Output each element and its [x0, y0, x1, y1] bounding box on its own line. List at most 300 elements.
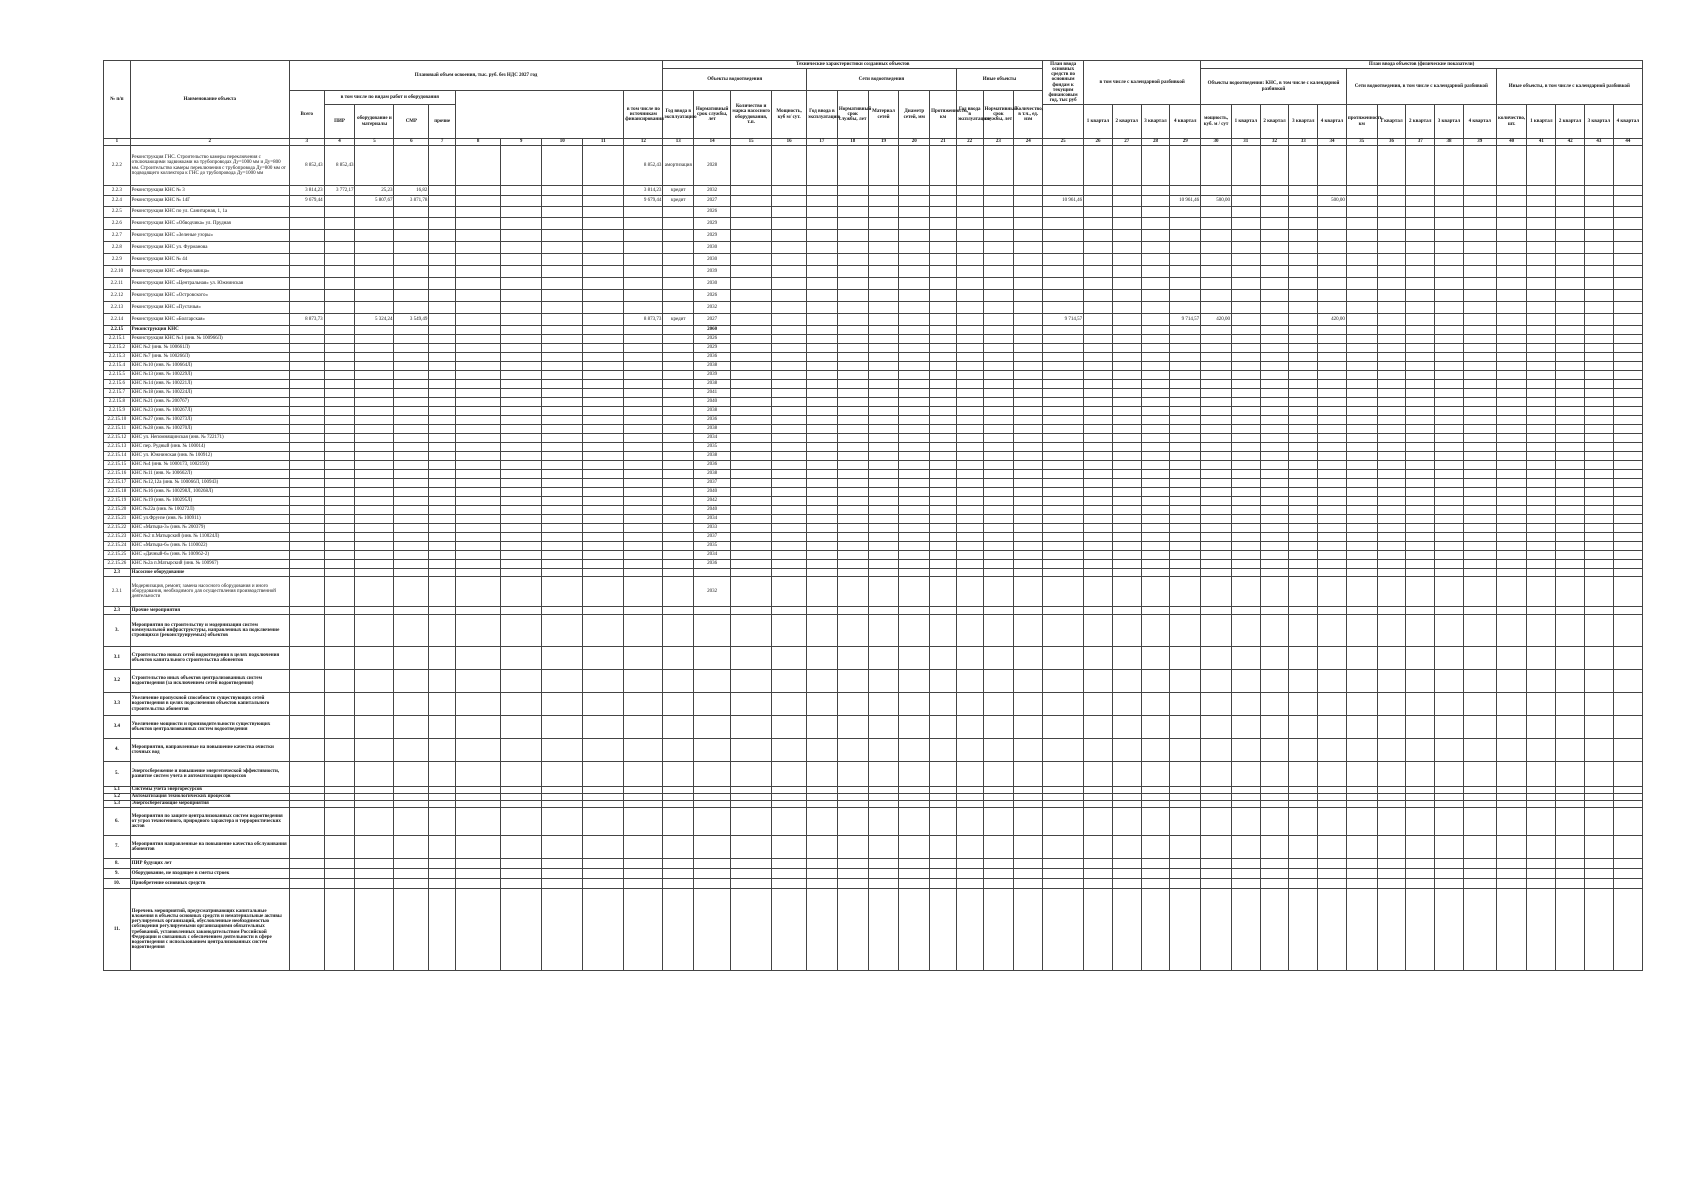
header-diameter: Диаметр сетей, мм — [899, 91, 930, 139]
table-cell — [1141, 836, 1170, 859]
cell-cap4 — [1318, 670, 1347, 693]
cell-q4 — [624, 407, 663, 416]
table-cell — [1289, 560, 1318, 569]
table-cell — [1141, 398, 1170, 407]
table-cell — [1406, 542, 1435, 551]
table-cell — [1435, 607, 1464, 615]
column-index: 5 — [355, 139, 394, 146]
table-cell — [1014, 380, 1043, 389]
table-cell — [868, 362, 899, 371]
table-cell — [1014, 353, 1043, 362]
table-cell — [1527, 425, 1556, 434]
cell-n: 3.2 — [104, 670, 131, 693]
cell-eq — [355, 470, 394, 479]
table-cell — [772, 230, 807, 242]
table-cell — [1496, 146, 1527, 186]
cell-smr — [394, 859, 429, 869]
table-cell — [807, 290, 838, 302]
table-cell — [868, 242, 899, 254]
table-cell — [1556, 380, 1585, 389]
table-cell — [1377, 196, 1406, 207]
table-cell — [731, 398, 772, 407]
table-cell — [1014, 879, 1043, 889]
table-cell — [1435, 859, 1464, 869]
table-cell — [583, 607, 624, 615]
table-cell — [501, 254, 542, 266]
table-cell — [772, 416, 807, 425]
cell-name: Насосное оборудование — [130, 569, 289, 577]
table-cell — [1289, 470, 1318, 479]
column-index: 33 — [1289, 139, 1318, 146]
cell-fa4 — [1170, 808, 1201, 836]
cell-cap — [1201, 389, 1232, 398]
table-cell — [807, 569, 838, 577]
table-cell — [807, 186, 838, 196]
table-cell — [899, 218, 930, 230]
table-cell — [1346, 335, 1377, 344]
cell-total — [289, 716, 324, 739]
table-cell — [868, 452, 899, 461]
table-cell — [1613, 693, 1642, 716]
table-cell — [1406, 425, 1435, 434]
table-cell — [956, 218, 983, 230]
table-cell — [1527, 497, 1556, 506]
table-cell — [1377, 497, 1406, 506]
table-cell — [930, 542, 957, 551]
table-cell — [956, 362, 983, 371]
table-cell — [583, 869, 624, 879]
table-cell — [542, 416, 583, 425]
table-cell — [501, 266, 542, 278]
table-cell — [1496, 380, 1527, 389]
table-cell — [807, 230, 838, 242]
cell-total — [289, 693, 324, 716]
table-cell — [1289, 186, 1318, 196]
cell-fa — [1043, 278, 1084, 290]
cell-smr — [394, 551, 429, 560]
table-cell — [1584, 836, 1613, 859]
table-row — [104, 787, 1643, 794]
table-cell — [456, 542, 501, 551]
header-kns-q2: 2 квартал — [1260, 105, 1289, 139]
table-cell — [807, 762, 838, 787]
cell-q4 — [624, 524, 663, 533]
table-cell — [1260, 879, 1289, 889]
cell-fa4 — [1170, 389, 1201, 398]
table-cell — [1260, 290, 1289, 302]
table-cell — [1406, 362, 1435, 371]
cell-pir — [324, 335, 355, 344]
table-cell — [1141, 647, 1170, 670]
column-index: 10 — [542, 139, 583, 146]
table-cell — [1613, 353, 1642, 362]
table-cell — [837, 670, 868, 693]
cell-year: 2032 — [694, 186, 731, 196]
table-cell — [1435, 425, 1464, 434]
table-cell — [1112, 326, 1141, 335]
table-cell — [1014, 407, 1043, 416]
cell-smr — [394, 524, 429, 533]
cell-smr — [394, 577, 429, 607]
cell-cap — [1201, 542, 1232, 551]
table-cell — [583, 524, 624, 533]
table-cell — [1260, 670, 1289, 693]
cell-name: КНС №22а (инв. № 100272Л) — [130, 506, 289, 515]
table-cell — [1556, 808, 1585, 836]
cell-total — [289, 389, 324, 398]
table-cell — [956, 533, 983, 542]
cell-q4 — [624, 470, 663, 479]
table-cell — [1613, 488, 1642, 497]
cell-n: 5.1 — [104, 787, 131, 794]
cell-total — [289, 380, 324, 389]
table-cell — [542, 407, 583, 416]
cell-smr — [394, 716, 429, 739]
cell-name: Реконструкция ГНС. Строительство камеры переключения с отключающими задвижками на трубопроводах Ду=1000 мм и Ду=800 мм. Строительство камеры переключения с трубопровода Ду=800 мм от подводящего коллектора к ГНС до трубопровода Ду=1000 мм — [130, 146, 289, 186]
cell-year: 2032 — [694, 577, 731, 607]
table-cell — [1556, 434, 1585, 443]
table-cell — [837, 693, 868, 716]
table-cell — [1527, 443, 1556, 452]
cell-cap4 — [1318, 497, 1347, 506]
table-cell — [1014, 497, 1043, 506]
table-cell — [1346, 551, 1377, 560]
table-cell — [983, 497, 1014, 506]
table-cell — [1435, 497, 1464, 506]
table-cell — [1435, 515, 1464, 524]
table-cell — [837, 425, 868, 434]
cell-q4 — [624, 452, 663, 461]
cell-year — [694, 716, 731, 739]
cell-name: Реконструкция КНС «Обводчика» ул. Прудная — [130, 218, 289, 230]
table-cell — [899, 242, 930, 254]
table-cell — [456, 344, 501, 353]
table-cell — [1463, 353, 1496, 362]
table-cell — [1463, 506, 1496, 515]
table-cell — [837, 889, 868, 971]
table-cell — [1231, 398, 1260, 407]
cell-eq — [355, 560, 394, 569]
cell-src — [663, 302, 694, 314]
table-cell — [1613, 207, 1642, 218]
cell-cap4 — [1318, 808, 1347, 836]
table-cell — [1141, 670, 1170, 693]
table-cell — [1556, 335, 1585, 344]
table-cell — [1463, 416, 1496, 425]
header-fa-q2: 2 квартал — [1112, 105, 1141, 139]
table-cell — [542, 470, 583, 479]
table-cell — [930, 207, 957, 218]
table-cell — [1435, 380, 1464, 389]
table-cell — [930, 801, 957, 808]
table-row — [104, 693, 1643, 716]
cell-cap4 — [1318, 647, 1347, 670]
header-name: Наименование объекта — [130, 61, 289, 139]
cell-cap4 — [1318, 371, 1347, 380]
table-cell — [1084, 380, 1113, 389]
table-cell — [429, 452, 456, 461]
table-cell — [772, 794, 807, 801]
cell-fa4 — [1170, 542, 1201, 551]
table-cell — [1014, 488, 1043, 497]
cell-cap4 — [1318, 207, 1347, 218]
cell-n: 2.2.14 — [104, 314, 131, 326]
table-cell — [837, 416, 868, 425]
table-cell — [1613, 362, 1642, 371]
table-row — [104, 869, 1643, 879]
table-cell — [1260, 801, 1289, 808]
table-cell — [930, 335, 957, 344]
table-cell — [456, 278, 501, 290]
table-cell — [1406, 278, 1435, 290]
table-cell — [1014, 254, 1043, 266]
table-cell — [1346, 389, 1377, 398]
table-cell — [807, 479, 838, 488]
cell-year: 2034 — [694, 515, 731, 524]
table-cell — [807, 314, 838, 326]
table-cell — [1346, 836, 1377, 859]
cell-year: 2038 — [694, 470, 731, 479]
table-cell — [542, 371, 583, 380]
table-cell — [1613, 416, 1642, 425]
cell-pir — [324, 207, 355, 218]
table-cell — [983, 254, 1014, 266]
table-cell — [772, 207, 807, 218]
table-cell — [1346, 869, 1377, 879]
table-cell — [807, 739, 838, 762]
table-cell — [1435, 407, 1464, 416]
table-cell — [1463, 836, 1496, 859]
table-cell — [501, 693, 542, 716]
cell-n: 2.2.3 — [104, 186, 131, 196]
table-cell — [1014, 186, 1043, 196]
table-cell — [1584, 869, 1613, 879]
table-cell — [1496, 443, 1527, 452]
table-cell — [583, 416, 624, 425]
table-cell — [1289, 647, 1318, 670]
cell-fa — [1043, 344, 1084, 353]
table-cell — [837, 434, 868, 443]
table-row — [104, 569, 1643, 577]
table-cell — [731, 879, 772, 889]
table-cell — [456, 242, 501, 254]
table-cell — [1556, 470, 1585, 479]
cell-total — [289, 506, 324, 515]
cell-pir — [324, 716, 355, 739]
cell-src — [663, 479, 694, 488]
table-cell — [542, 452, 583, 461]
table-cell — [807, 461, 838, 470]
table-cell — [1527, 278, 1556, 290]
table-cell — [1584, 524, 1613, 533]
table-cell — [807, 218, 838, 230]
cell-n: 2.2.15.19 — [104, 497, 131, 506]
cell-src — [663, 859, 694, 869]
table-cell — [868, 314, 899, 326]
cell-cap — [1201, 434, 1232, 443]
table-cell — [1231, 230, 1260, 242]
table-cell — [1346, 859, 1377, 869]
table-cell — [956, 278, 983, 290]
cell-fa4 — [1170, 560, 1201, 569]
table-cell — [1260, 443, 1289, 452]
table-cell — [731, 290, 772, 302]
table-cell — [731, 344, 772, 353]
table-cell — [1435, 207, 1464, 218]
table-cell — [1231, 801, 1260, 808]
table-cell — [899, 416, 930, 425]
table-cell — [731, 362, 772, 371]
table-cell — [501, 335, 542, 344]
table-cell — [868, 577, 899, 607]
table-cell — [583, 808, 624, 836]
table-cell — [1406, 380, 1435, 389]
table-cell — [868, 787, 899, 794]
table-cell — [542, 506, 583, 515]
cell-year — [694, 869, 731, 879]
table-cell — [1496, 506, 1527, 515]
table-cell — [1260, 488, 1289, 497]
table-cell — [837, 569, 868, 577]
cell-src — [663, 290, 694, 302]
column-index: 1 — [104, 139, 131, 146]
table-cell — [1556, 879, 1585, 889]
table-cell — [542, 533, 583, 542]
table-cell — [1084, 398, 1113, 407]
cell-n: 2.2.15.25 — [104, 551, 131, 560]
table-cell — [429, 794, 456, 801]
table-cell — [1406, 551, 1435, 560]
table-cell — [837, 362, 868, 371]
table-cell — [1613, 801, 1642, 808]
cell-total — [289, 207, 324, 218]
table-cell — [429, 335, 456, 344]
table-cell — [1527, 762, 1556, 787]
table-cell — [956, 196, 983, 207]
table-cell — [1377, 186, 1406, 196]
table-cell — [1377, 371, 1406, 380]
cell-eq — [355, 615, 394, 647]
cell-fa4 — [1170, 344, 1201, 353]
cell-year — [694, 879, 731, 889]
cell-fa — [1043, 615, 1084, 647]
table-cell — [583, 470, 624, 479]
cell-eq — [355, 542, 394, 551]
table-cell — [1556, 353, 1585, 362]
table-cell — [731, 670, 772, 693]
cell-src — [663, 787, 694, 794]
table-cell — [837, 380, 868, 389]
table-cell — [1346, 889, 1377, 971]
table-cell — [899, 524, 930, 533]
table-cell — [1463, 794, 1496, 801]
cell-q4 — [624, 808, 663, 836]
table-cell — [1435, 242, 1464, 254]
table-cell — [1406, 488, 1435, 497]
table-cell — [1496, 533, 1527, 542]
table-cell — [1112, 452, 1141, 461]
table-cell — [1231, 207, 1260, 218]
table-cell — [429, 569, 456, 577]
table-cell — [1435, 542, 1464, 551]
table-cell — [731, 470, 772, 479]
table-cell — [983, 230, 1014, 242]
table-cell — [1141, 218, 1170, 230]
table-cell — [429, 615, 456, 647]
table-cell — [542, 434, 583, 443]
cell-smr — [394, 434, 429, 443]
cell-total — [289, 452, 324, 461]
table-cell — [1613, 836, 1642, 859]
table-cell — [1556, 497, 1585, 506]
cell-cap4 — [1318, 434, 1347, 443]
table-cell — [837, 344, 868, 353]
table-cell — [983, 353, 1014, 362]
header-water-objects: Объекты водоотведения — [663, 69, 807, 91]
table-cell — [501, 488, 542, 497]
table-cell — [899, 470, 930, 479]
column-index: 35 — [1346, 139, 1377, 146]
table-cell — [1289, 452, 1318, 461]
column-index-row — [104, 139, 1643, 146]
table-cell — [1289, 146, 1318, 186]
table-cell — [1613, 242, 1642, 254]
table-cell — [1084, 859, 1113, 869]
cell-cap4 — [1318, 762, 1347, 787]
table-cell — [1496, 470, 1527, 479]
table-cell — [731, 515, 772, 524]
table-cell — [1584, 808, 1613, 836]
table-cell — [583, 254, 624, 266]
cell-total — [289, 335, 324, 344]
table-cell — [930, 488, 957, 497]
cell-name: КНС №23 (инв. № 100267Л) — [130, 407, 289, 416]
table-cell — [956, 794, 983, 801]
table-cell — [1014, 647, 1043, 670]
table-cell — [1556, 242, 1585, 254]
table-cell — [1435, 398, 1464, 407]
table-cell — [1377, 326, 1406, 335]
cell-cap — [1201, 670, 1232, 693]
table-cell — [772, 242, 807, 254]
cell-fa4 — [1170, 416, 1201, 425]
table-cell — [1613, 542, 1642, 551]
table-cell — [837, 353, 868, 362]
table-cell — [542, 353, 583, 362]
table-cell — [837, 146, 868, 186]
cell-smr — [394, 488, 429, 497]
table-cell — [1435, 434, 1464, 443]
table-cell — [731, 533, 772, 542]
table-cell — [1613, 230, 1642, 242]
table-cell — [1406, 569, 1435, 577]
table-cell — [1231, 506, 1260, 515]
column-index: 25 — [1043, 139, 1084, 146]
cell-fa — [1043, 762, 1084, 787]
table-cell — [1463, 425, 1496, 434]
table-cell — [1584, 801, 1613, 808]
table-cell — [1112, 836, 1141, 859]
cell-year — [694, 808, 731, 836]
table-cell — [899, 569, 930, 577]
cell-total — [289, 670, 324, 693]
cell-cap — [1201, 302, 1232, 314]
table-cell — [1377, 380, 1406, 389]
table-cell — [1260, 146, 1289, 186]
table-cell — [1556, 344, 1585, 353]
cell-total: 3 814,23 — [289, 186, 324, 196]
table-cell — [1231, 836, 1260, 859]
